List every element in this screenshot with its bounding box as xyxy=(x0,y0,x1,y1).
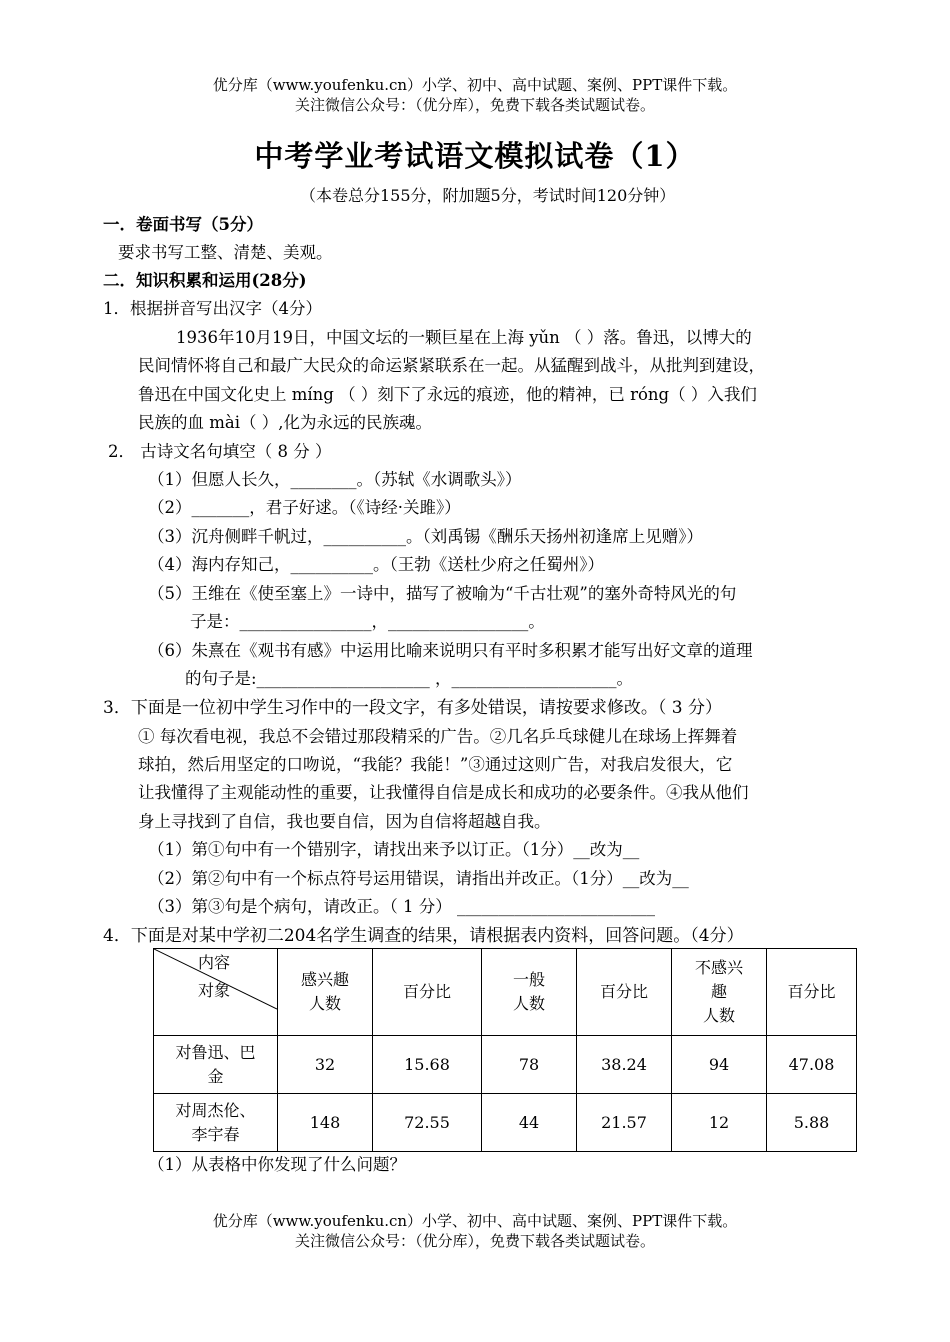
q3-text: 球拍，然后用坚定的口吻说，“我能？我能！”③通过这则广告，对我启发很大，它 xyxy=(138,755,733,774)
q2-item: （4）海内存知己，__________。（王勃《送杜少府之任蜀州》） xyxy=(148,555,604,574)
header-cell: 百分比 xyxy=(767,949,857,1036)
q1-text: 民间情怀将自己和最广大民众的命运紧紧联系在一起。从猛醒到战斗，从批判到建设， xyxy=(138,356,765,375)
q1-text: 民族的血 mài（ ）,化为永远的民族魂。 xyxy=(138,413,432,432)
q2-item: （2）_______，君子好逑。（《诗经·关雎》） xyxy=(148,498,461,517)
footer-line-2: 关注微信公众号：（优分库），免费下载各类试题试卷。 xyxy=(294,1232,655,1250)
header-cell: 百分比 xyxy=(373,949,482,1036)
q2-item: （3）沉舟侧畔千帆过，__________。（刘禹锡《酬乐天扬州初逢席上见赠》） xyxy=(148,527,703,546)
q4-sub-question: （1）从表格中你发现了什么问题？ xyxy=(148,1155,406,1174)
table-cell: 15.68 xyxy=(373,1036,482,1094)
header-cell: 感兴趣 人数 xyxy=(278,949,373,1036)
table-row xyxy=(154,1094,857,1152)
q1-text: 鲁迅在中国文化史上 míng （ ）刻下了永远的痕迹，他的精神，已 róng（ ）入我们 xyxy=(138,385,757,404)
page-title: 中考学业考试语文模拟试卷（1） xyxy=(254,139,696,173)
q3-text: ① 每次看电视，我总不会错过那段精采的广告。②几名乒乓球健儿在球场上挥舞着 xyxy=(138,727,738,746)
q1-text: 1936年10月19日，中国文坛的一颗巨星在上海 yǔn （ ）落。鲁迅，以博大的 xyxy=(176,328,752,347)
row-label: 对鲁迅、巴 金 xyxy=(154,1036,278,1094)
q2-item: 的句子是:_____________________ ，____________________。 xyxy=(185,669,634,688)
q2-item: （5）王维在《使至塞上》一诗中，描写了被喻为“千古壮观”的塞外奇特风光的句 xyxy=(148,584,737,603)
header-line-2: 关注微信公众号：（优分库），免费下载各类试题试卷。 xyxy=(294,96,655,114)
table-cell: 12 xyxy=(672,1094,767,1152)
q2-item: （1）但愿人长久，________。（苏轼《水调歌头》） xyxy=(148,470,522,489)
footer-line-1: 优分库（www.youfenku.cn）小学、初中、高中试题、案例、PPT课件下载。 xyxy=(212,1212,738,1230)
header-line-1: 优分库（www.youfenku.cn）小学、初中、高中试题、案例、PPT课件下载。 xyxy=(212,76,738,94)
table-cell: 5.88 xyxy=(767,1094,857,1152)
section-1-heading: 一．卷面书写（5分） xyxy=(103,215,263,234)
table-row xyxy=(154,1036,857,1094)
table-cell: 47.08 xyxy=(767,1036,857,1094)
table-cell: 148 xyxy=(278,1094,373,1152)
table-header-row xyxy=(154,949,857,1036)
table-cell: 72.55 xyxy=(373,1094,482,1152)
header-cell: 不感兴 趣 人数 xyxy=(672,949,767,1036)
table-cell: 21.57 xyxy=(577,1094,672,1152)
q2-item: 子是：________________，_________________。 xyxy=(190,612,545,631)
q3-item: （2）第②句中有一个标点符号运用错误，请指出并改正。（1分）__改为__ xyxy=(148,869,689,888)
table-cell: 94 xyxy=(672,1036,767,1094)
table-cell: 44 xyxy=(482,1094,577,1152)
exam-info: （本卷总分155分，附加题5分，考试时间120分钟） xyxy=(300,186,676,205)
table-cell: 78 xyxy=(482,1036,577,1094)
q2-item: （6）朱熹在《观书有感》中运用比喻来说明只有平时多积累才能写出好文章的道理 xyxy=(148,641,753,660)
q4-heading: 4．下面是对某中学初二204名学生调查的结果，请根据表内资料，回答问题。（4分） xyxy=(103,926,744,946)
q1-heading: 1．根据拼音写出汉字（4分） xyxy=(103,299,322,318)
q2-heading: 2． 古诗文名句填空（ 8 分 ） xyxy=(108,442,332,461)
table-cell: 38.24 xyxy=(577,1036,672,1094)
q3-item: （3）第③句是个病句，请改正。（ 1 分） ________________________ xyxy=(148,897,655,916)
q3-item: （1）第①句中有一个错别字，请找出来予以订正。（1分）__改为__ xyxy=(148,840,640,859)
header-cell: 一般 人数 xyxy=(482,949,577,1036)
q3-heading: 3．下面是一位初中学生习作中的一段文字，有多处错误，请按要求修改。（ 3 分） xyxy=(103,698,722,718)
q3-text: 让我懂得了主观能动性的重要，让我懂得自信是成长和成功的必要条件。④我从他们 xyxy=(138,783,749,802)
table-cell: 32 xyxy=(278,1036,373,1094)
diag-bottom-label: 对象 xyxy=(198,981,231,1000)
row-label: 对周杰伦、 李宇春 xyxy=(154,1094,278,1152)
header-cell: 百分比 xyxy=(577,949,672,1036)
survey-table xyxy=(153,948,857,1152)
diagonal-header-cell xyxy=(154,949,278,1036)
section-1-text: 要求书写工整、清楚、美观。 xyxy=(118,243,333,262)
diag-top-label: 内容 xyxy=(198,953,231,972)
section-2-heading: 二．知识积累和运用(28分) xyxy=(103,271,307,290)
q3-text: 身上寻找到了自信，我也要自信，因为自信将超越自我。 xyxy=(138,812,551,831)
